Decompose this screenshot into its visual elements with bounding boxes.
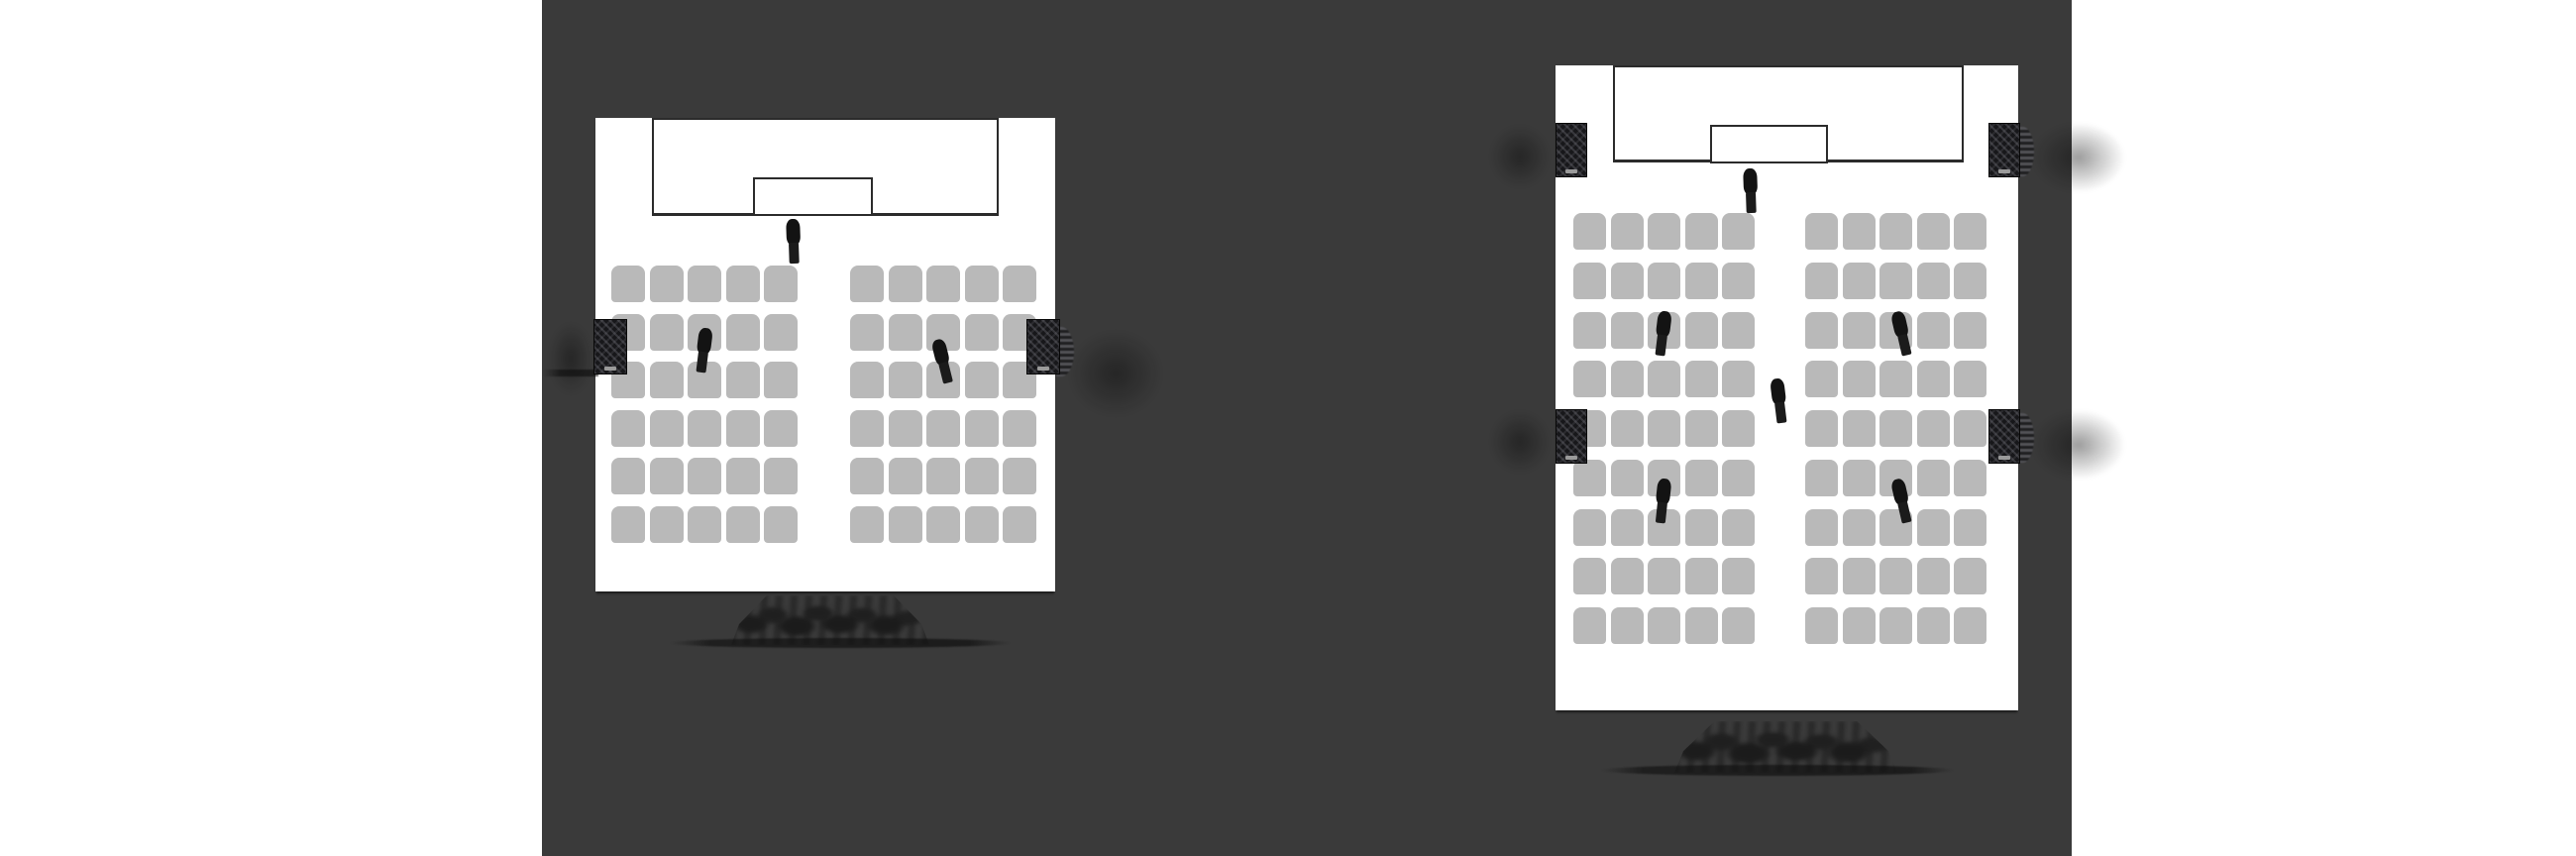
- seat: [1954, 312, 1986, 349]
- seat: [1917, 263, 1950, 299]
- seat: [850, 266, 884, 302]
- seat: [764, 410, 798, 447]
- room-small: [595, 118, 1055, 591]
- podium: [1710, 125, 1828, 163]
- seat: [1879, 213, 1912, 250]
- seat: [1954, 410, 1986, 447]
- seat: [1917, 509, 1950, 546]
- seat: [1611, 607, 1644, 644]
- seat: [1805, 410, 1838, 447]
- seat: [764, 362, 798, 398]
- seat: [1611, 410, 1644, 447]
- ambient-shadow: [2019, 400, 2138, 489]
- seat: [926, 458, 960, 494]
- seat: [1648, 607, 1680, 644]
- seat: [1917, 213, 1950, 250]
- ambient-shadow: [543, 370, 598, 376]
- seat: [1573, 509, 1606, 546]
- seat: [1805, 509, 1838, 546]
- mic-body: [1897, 334, 1911, 357]
- ambient-shadow: [1482, 117, 1557, 196]
- seat: [611, 458, 645, 494]
- seat: [1917, 607, 1950, 644]
- seat: [726, 410, 760, 447]
- seat: [850, 314, 884, 351]
- seat: [650, 362, 684, 398]
- seat: [1805, 607, 1838, 644]
- wall-speaker-icon: [1556, 123, 1587, 177]
- seat: [611, 266, 645, 302]
- seat: [1843, 361, 1876, 397]
- seat: [1648, 213, 1680, 250]
- mic-body: [1746, 192, 1757, 213]
- seat: [1954, 607, 1986, 644]
- seat: [688, 410, 721, 447]
- seat: [1917, 460, 1950, 496]
- seat: [650, 410, 684, 447]
- seat: [726, 506, 760, 543]
- seat: [726, 362, 760, 398]
- ambient-shadow: [2019, 113, 2138, 202]
- seat: [1648, 558, 1680, 594]
- seat: [1805, 312, 1838, 349]
- seat: [1843, 460, 1876, 496]
- seat: [1843, 607, 1876, 644]
- mic-body: [938, 362, 953, 384]
- seat: [1879, 558, 1912, 594]
- seat: [1573, 263, 1606, 299]
- seat: [889, 266, 922, 302]
- mic-body: [789, 243, 800, 264]
- seat: [1722, 558, 1755, 594]
- seat: [1685, 558, 1718, 594]
- seat: [965, 314, 999, 351]
- seat: [1611, 558, 1644, 594]
- mic-body: [1774, 401, 1786, 423]
- seat: [1611, 263, 1644, 299]
- seat: [688, 506, 721, 543]
- room-large: [1556, 65, 2018, 710]
- seat: [1843, 509, 1876, 546]
- seat: [1722, 410, 1755, 447]
- seat: [650, 266, 684, 302]
- wall-speaker-icon: [1556, 409, 1587, 464]
- seat: [611, 506, 645, 543]
- seat: [1805, 558, 1838, 594]
- seat: [1685, 361, 1718, 397]
- seat: [1722, 607, 1755, 644]
- mic-body: [1656, 501, 1667, 523]
- floor-shadow: [1601, 765, 1954, 776]
- seat: [1685, 213, 1718, 250]
- seat: [1685, 460, 1718, 496]
- seat: [1685, 607, 1718, 644]
- seat: [764, 458, 798, 494]
- seat: [1917, 361, 1950, 397]
- seat: [1805, 460, 1838, 496]
- ambient-shadow: [1482, 402, 1557, 482]
- seat: [1685, 312, 1718, 349]
- seat: [1954, 263, 1986, 299]
- seat: [965, 458, 999, 494]
- seat: [965, 506, 999, 543]
- seat: [1722, 509, 1755, 546]
- seat: [1954, 558, 1986, 594]
- seat: [1843, 312, 1876, 349]
- seat: [850, 458, 884, 494]
- seat: [1917, 410, 1950, 447]
- seat: [889, 314, 922, 351]
- seat: [1648, 263, 1680, 299]
- seat: [1954, 509, 1986, 546]
- seat: [965, 266, 999, 302]
- seat: [1879, 263, 1912, 299]
- seat: [1917, 558, 1950, 594]
- seat: [1685, 509, 1718, 546]
- seat: [1573, 607, 1606, 644]
- seat: [1573, 361, 1606, 397]
- seat: [764, 314, 798, 351]
- seat: [1954, 213, 1986, 250]
- seat: [650, 314, 684, 351]
- seat: [1879, 607, 1912, 644]
- seat: [764, 266, 798, 302]
- seat: [1722, 460, 1755, 496]
- seat: [850, 506, 884, 543]
- seat: [1685, 410, 1718, 447]
- seat: [889, 362, 922, 398]
- seat: [1805, 213, 1838, 250]
- seat: [1573, 312, 1606, 349]
- seat: [726, 314, 760, 351]
- seat: [926, 266, 960, 302]
- microphone-icon: [1743, 168, 1759, 216]
- microphone-icon: [1770, 377, 1789, 426]
- seat: [1611, 312, 1644, 349]
- wall-speaker-icon: [1026, 319, 1060, 374]
- seat: [1611, 361, 1644, 397]
- seat: [1611, 460, 1644, 496]
- seat: [688, 458, 721, 494]
- seat: [611, 410, 645, 447]
- seat: [926, 410, 960, 447]
- seat: [889, 506, 922, 543]
- seat: [850, 362, 884, 398]
- seat: [1879, 361, 1912, 397]
- mic-body: [1655, 334, 1666, 356]
- mic-body: [1897, 501, 1911, 524]
- microphone-icon: [786, 219, 802, 267]
- seat: [1648, 361, 1680, 397]
- seat: [1003, 410, 1036, 447]
- mic-body: [696, 351, 707, 373]
- seat: [965, 410, 999, 447]
- seat: [1722, 361, 1755, 397]
- seat: [1611, 509, 1644, 546]
- seat: [1917, 312, 1950, 349]
- seat: [1954, 361, 1986, 397]
- seat: [1843, 410, 1876, 447]
- seat: [1648, 410, 1680, 447]
- seat: [650, 506, 684, 543]
- seat: [850, 410, 884, 447]
- seat: [965, 362, 999, 398]
- wall-speaker-icon: [1988, 123, 2020, 177]
- seat: [1573, 558, 1606, 594]
- wall-speaker-icon: [593, 319, 627, 374]
- ambient-shadow: [543, 313, 598, 404]
- seat: [1003, 506, 1036, 543]
- seat: [764, 506, 798, 543]
- seat: [1611, 213, 1644, 250]
- seat: [926, 506, 960, 543]
- seat: [1805, 263, 1838, 299]
- seat: [1843, 263, 1876, 299]
- seat: [1805, 361, 1838, 397]
- seat: [1954, 460, 1986, 496]
- seat: [1722, 213, 1755, 250]
- seat: [1685, 263, 1718, 299]
- seat: [1843, 558, 1876, 594]
- floor-shadow: [670, 638, 1011, 648]
- seat: [1843, 213, 1876, 250]
- seat: [1879, 410, 1912, 447]
- ambient-shadow: [1056, 319, 1175, 428]
- seat: [1573, 460, 1606, 496]
- seat: [1722, 263, 1755, 299]
- seat: [1003, 458, 1036, 494]
- seat: [1722, 312, 1755, 349]
- seat: [726, 458, 760, 494]
- wall-speaker-icon: [1988, 409, 2020, 464]
- seat: [650, 458, 684, 494]
- seat: [1003, 266, 1036, 302]
- seat: [726, 266, 760, 302]
- seat: [889, 410, 922, 447]
- seat: [889, 458, 922, 494]
- seat: [1573, 213, 1606, 250]
- seat: [688, 266, 721, 302]
- podium: [753, 177, 873, 216]
